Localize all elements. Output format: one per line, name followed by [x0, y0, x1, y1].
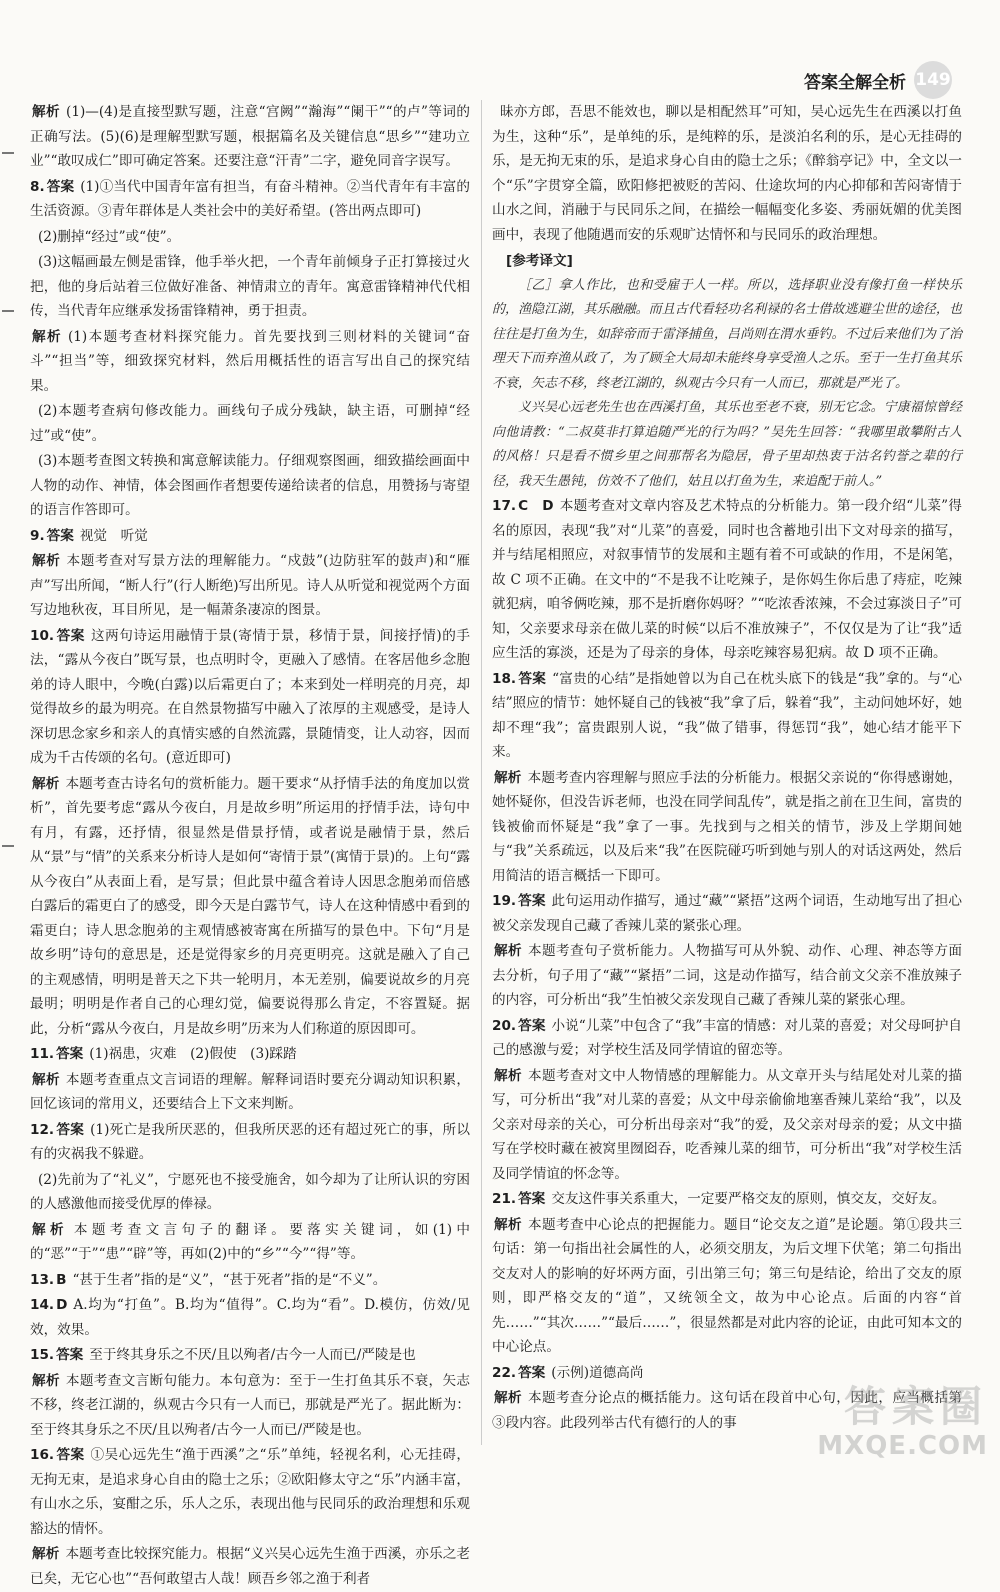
page-header — [804, 58, 952, 102]
answer-block — [30, 1168, 470, 1217]
answer-tag: 解析 — [32, 1546, 60, 1562]
answer-text: 视觉 听觉 — [79, 527, 148, 544]
answer-text: 昧亦方郎，吾思不能效也，聊以是相配然耳”可知，吴心远先生在西溪以打鱼为生，这种“乐”，是单纯的乐，是纯粹的乐，是淡泊名利的乐，是心无挂碍的乐，是无拘无束的乐，是追求身心自由的隐士之乐；《醉翁亭记》中，全文以一个“乐”字贯穿全篇，欧阳修把被贬的苦闷、仕途坎坷的内心抑郁和苦闷寄情于山水之间，消融于与民同乐之间，在描绘一幅幅变化多姿、秀丽妩媚的优美图画中，表现了他随遇而安的乐观旷达情怀和与民同乐的政治理想。 — [492, 104, 962, 243]
answer-tag: B — [56, 1271, 67, 1288]
answer-tag: 答案 — [56, 1046, 84, 1062]
answer-block — [492, 939, 962, 1013]
answer-text: 至于终其身乐之不厌/且以殉者/古今一人而已/严陵是也 — [89, 1347, 416, 1363]
answer-tag: 解析 — [494, 943, 523, 959]
answer-text: (3)本题考查图文转换和寓意解读能力。仔细观察图画，细致描绘画面中人物的动作、神情，体会图画作者想要传递给读者的信息，用赞扬与寄望的语言作答即可。 — [30, 453, 470, 518]
answer-text: (1)本题考查材料探究能力。首先要找到三则材料的关键词“奋斗”“担当”等，细致探究材料，然后用概括性的语言写出自己的探究结果。 — [30, 328, 470, 394]
answer-tag: 答案 — [46, 178, 75, 195]
answer-block — [30, 250, 470, 324]
answer-block — [492, 667, 962, 765]
answer-text: (2)本题考查病句修改能力。画线句子成分残缺，缺主语，可删掉“经过”或“使”。 — [30, 403, 470, 444]
answer-block — [30, 624, 470, 771]
answer-text: 交友这件事关系重大，一定要严格交友的原则，慎交友，交好友。 — [551, 1191, 946, 1207]
answer-tag: 解析 — [32, 104, 61, 120]
answer-tag: C D — [518, 498, 554, 514]
answer-text: A.均为“打鱼”。B.均为“值得”。C.均为“看”。D.模仿，仿效/见效，效果。 — [30, 1297, 470, 1338]
answer-text: 本题考查重点文言词语的理解。解释词语时要充分调动知识积累，回忆该词的常用义，还要结合上下文来判断。 — [30, 1071, 471, 1112]
column-divider — [481, 100, 482, 1445]
question-number: 18. — [492, 670, 517, 687]
answer-block — [30, 1118, 470, 1167]
answer-block — [492, 1014, 962, 1063]
answer-block — [492, 100, 962, 247]
reference-heading: [参考译文] — [506, 253, 573, 269]
answer-text: 本题考查中心论点的把握能力。题目“论交友之道”是论题。第①段共三句话：第一句指出社会属性的人，必须交朋友，为后文埋下伏笔；第二句指出交友对人的影响的好坏两方面，引出第三句；第三句是结论，给出了交友的原则，即严格交友的“道”，又统领全文，故为中心论点。后面的内容“首先……”“其次……”“最后……”，很显然都是对此内容的论证，由此可知本文的中心论点。 — [492, 1216, 962, 1355]
answer-text: 本题考查句子赏析能力。人物描写可从外貌、动作、心理、神态等方面去分析，句子用了“藏”“紧捂”二词，这是动作描写，结合前文父亲不准放辣子的内容，可分析出“我”生怕被父亲发现自己藏了香辣儿菜的紧张心理。 — [492, 943, 963, 1008]
answer-tag: 答案 — [46, 527, 74, 544]
answer-text: 本题考查对写景方法的理解能力。“戍鼓”(边防驻军的鼓声)和“雁声”写出所闻，“断人行”(行人断绝)写出所见。诗人从听觉和视觉两个方面写边地秋夜，耳目所见，是一幅萧条凄凉的图景。 — [30, 553, 470, 618]
answer-block — [492, 1187, 962, 1212]
answer-text: 本题考查比较探究能力。根据“义兴吴心远先生渔于西溪，亦乐之老已矣，无它心也”“吾何敢望古人哉！顾吾乡邻之渔于利者 — [30, 1546, 471, 1587]
answer-text: ①吴心远先生“渔于西溪”之“乐”单纯，轻视名利，心无挂碍，无拘无束，是追求身心自由的隐士之乐；②欧阳修太守之“乐”内涵丰富，有山水之乐，宴酣之乐，乐人之乐，表现出他与民同乐的政治理想和乐观豁达的情怀。 — [30, 1447, 470, 1537]
answer-text: 小说“儿菜”中包含了“我”丰富的情感：对儿菜的喜爱；对父母呵护自己的感激与爱；对学校生活及同学情谊的留恋等。 — [492, 1017, 962, 1058]
answer-tag: 解析 — [32, 1071, 60, 1088]
answer-tag: 答案 — [56, 1447, 85, 1463]
margin-mark — [2, 845, 14, 847]
answer-text: 本题考查分论点的概括能力。这句话在段首中心句，因此，应当概括第③段内容。此段列举古代有德行的人的事 — [492, 1390, 963, 1431]
answer-tag: 答案 — [56, 1347, 84, 1363]
answer-text: 本题考查文言断句能力。本句意为：至于一生打鱼其乐不衰，矢志不移，终老江湖的，纵观古今只有一人而已，那就是严光了。据此断为：至于终其身乐之不厌/且以殉者/古今一人而已/严陵是也。 — [30, 1372, 471, 1438]
answer-block — [30, 1369, 470, 1443]
question-number: 20. — [492, 1017, 517, 1034]
watermark-url: MXQE.COM — [817, 1431, 988, 1461]
answer-text: 本题考查内容理解与照应手法的分析能力。根据父亲说的“你得感谢她，她怀疑你，但没告诉老师，也没在同学间乱传”，就是指之前在卫生间，富贵的钱被偷而怀疑是“我”拿了一事。先找到与之相关的情节，涉及上学期间她与“我”关系疏远，以及后来“我”在医院碰巧听到她与别人的对话这两处，然后用简洁的语言概括一下即可。 — [492, 769, 963, 884]
answer-text: (示例)道德高尚 — [551, 1364, 644, 1381]
answer-text: 此句运用动作描写，通过“藏”“紧捂”这两个词语，生动地写出了担心被父亲发现自己藏了香辣儿菜的紧张心理。 — [492, 893, 963, 934]
answer-block — [30, 524, 470, 549]
answer-text: (2)删掉“经过”或“使”。 — [38, 228, 181, 245]
answer-block — [30, 325, 470, 399]
translation-paragraph: ［乙］拿人作比，也和受雇于人一样。所以，选择职业没有像打鱼一样快乐的，渔隐江湖，其乐融融。而且古代看轻功名利禄的名士借故逃避尘世的途径，也往往是打鱼为生，如辞帝而于雷泽捕鱼，吕尚则在渭水垂钓。不过后来他们为了治理天下而弃渔从政了，为了顾全大局却未能终身享受渔人之乐。至于一生打鱼其乐不衰，矢志不移，终老江湖的，纵观古今只有一人而已，那就是严光了。 — [492, 277, 962, 391]
question-number: 15. — [30, 1347, 55, 1363]
answer-tag: 解析 — [32, 328, 62, 345]
answer-text: 本题考查古诗名句的赏析能力。题干要求“从抒情手法的角度加以赏析”，首先要考虑“露从今夜白，月是故乡明”所运用的抒情手法，诗句中有月，有露，还抒情，很显然是借景抒情，或者说是融情于景，然后从“景”与“情”的关系来分析诗人是如何“寄情于景”(寓情于景)的。上句“露从今夜白”从表面上看，是写景；但此景中蕴含着诗人因思念胞弟而倍感白露后的霜更白了的感受，即今天是白露节气，诗人在这种情感中看到的霜更白；诗人思念胞弟的主观情感被寄寓在所描写的景色中。下句“月是故乡明”诗句的意思是，还是觉得家乡的月亮更明亮。这就是融入了自己的主观感情，明明是普天之下共一轮明月，本无差别，偏要说故乡的月亮最明；明明是作者自己的心理幻觉，偏要说得那么肯定，不容置疑。据此，分析“露从今夜白，月是故乡明”历来为人们称道的原因即可。 — [30, 775, 471, 1037]
answer-text: “甚于生者”指的是“义”，“甚于死者”指的是“不义”。 — [72, 1271, 387, 1288]
question-number: 22. — [492, 1364, 517, 1381]
margin-mark — [2, 310, 14, 312]
answer-block — [30, 1218, 470, 1267]
answer-text: (1)祸患，灾难 (2)假使 (3)踩踏 — [89, 1046, 297, 1062]
watermark-logo: 答案圈 — [843, 1382, 988, 1431]
answer-block — [30, 772, 470, 1042]
margin-mark — [2, 152, 14, 154]
answer-block — [30, 175, 470, 224]
answer-tag: 解析 — [494, 769, 522, 786]
answer-block — [30, 225, 470, 250]
answer-block — [492, 766, 962, 889]
answer-tag: 解析 — [32, 775, 60, 792]
answer-block — [30, 1443, 470, 1541]
answer-tag: 解析 — [494, 1390, 523, 1406]
header-title: 答案全解全析 — [804, 72, 906, 93]
answer-tag: 答案 — [518, 893, 546, 909]
question-number: 16. — [30, 1447, 55, 1463]
answer-block — [30, 449, 470, 523]
question-number: 11. — [30, 1046, 55, 1062]
answer-block — [30, 1542, 470, 1591]
answer-tag: 答案 — [518, 670, 547, 687]
answer-block — [492, 1213, 962, 1360]
answer-tag: 答案 — [518, 1364, 546, 1381]
question-number: 21. — [492, 1191, 517, 1207]
answer-text: (2)先前为了“礼义”，宁愿死也不接受施舍，如今却为了让所认识的穷困的人感激他而接受优厚的俸禄。 — [30, 1171, 470, 1212]
answer-text: “富贵的心结”是指她曾以为自己在枕头底下的钱是“我”拿的。与“心结”照应的情节：她怀疑自己的钱被“我”拿了后，躲着“我”，主动问她坏好，她却不理“我”；富贵跟别人说，“我”做了错事，得惩罚“我”，她心结才能平下来。 — [492, 670, 963, 760]
question-number: 10. — [30, 627, 55, 644]
answer-tag: 解析 — [32, 553, 61, 569]
right-column — [492, 100, 962, 1436]
answer-tag: 解析 — [32, 1221, 68, 1238]
answer-tag: 答案 — [56, 627, 85, 644]
answer-block — [30, 399, 470, 448]
answer-block — [492, 889, 962, 938]
answer-text: (3)这幅画最左侧是雷锋，他手举火把，一个青年前倾身子正打算接过火把，他的身后站着三位做好准备、神情肃立的青年。寓意雷锋精神代代相传，当代青年应继承发扬雷锋精神，勇于担责。 — [30, 254, 470, 319]
answer-text: 这两句诗运用融情于景(寄情于景，移情于景，间接抒情)的手法，“露从今夜白”既写景，也点明时令，更融入了感情。在客居他乡念胞弟的诗人眼中，今晚(白露)以后霜更白了；本来到处一样明亮的月亮，却觉得故乡的最为明亮。在自然景物描写中融入了浓厚的主观感受，是诗人深切思念家乡和亲人的真情实感的自然流露，景随情变，让人动容，因而成为千古传颂的名句。(意近即可) — [30, 627, 471, 766]
answer-text: 本题考查对文章内容及艺术特点的分析能力。第一段介绍“儿菜”得名的原因，表现“我”对“儿菜”的喜爱，同时也含蓄地引出下文对母亲的描写，并与结尾相照应，对叙事情节的发展和主题有着不可或缺的作用，不是闲笔，故 C 项不正确。在文中的“不是我不让吃辣子，是你妈生你后患了痔症，吃辣就犯病，咱爷俩吃辣，那不是折磨你妈呀？”“吃浓香浓辣，不会过寡淡日子”可知，父亲要求母亲在做儿菜的时候“以后不准放辣子”，不仅仅是为了让“我”适应生活的寡淡，还是为了母亲的身体，母亲吃辣容易犯病。故 D 项不正确。 — [492, 498, 962, 661]
answer-tag: 解析 — [32, 1372, 60, 1389]
question-number: 14. — [30, 1297, 55, 1313]
watermark — [817, 1383, 988, 1461]
answer-block — [492, 1064, 962, 1187]
translation-paragraph: 义兴吴心远老先生也在西溪打鱼，其乐也至老不衰，别无它念。宁康福惊曾经向他请教：“二叔莫非打算追随严光的行为吗？”吴先生回答：“我哪里敢攀附古人的风格！只是看不惯乡里之间那帮名为隐居，骨子里却热衷于沽名钓誉之辈的行径，我天生愚钝，仿效不了他们，姑且以打鱼为生，来追配于前人。” — [492, 400, 962, 489]
answer-block — [492, 494, 962, 666]
answer-block — [30, 1268, 470, 1293]
answer-tag: 答案 — [518, 1017, 546, 1034]
reference-translation — [492, 249, 962, 494]
answer-block — [30, 100, 470, 174]
answer-text: (1)—(4)是直接型默写题，注意“宫阙”“瀚海”“阑干”“的卢”等词的正确写法。(5)(6)是理解型默写题，根据篇名及关键信息“思乡”“建功立业”“敢叹成仁”即可确定答案。还要注意“汗青”二字，避免同音字误写。 — [30, 104, 471, 169]
question-number: 12. — [30, 1121, 55, 1138]
question-number: 13. — [30, 1271, 55, 1288]
answer-block — [30, 1343, 470, 1368]
answer-block — [30, 1068, 470, 1117]
answer-block — [30, 1293, 470, 1342]
question-number: 8. — [30, 178, 45, 195]
page-number: 149 — [914, 61, 952, 99]
answer-tag: 解析 — [494, 1067, 523, 1084]
question-number: 17. — [492, 498, 517, 514]
answer-text: (1)①当代中国青年富有担当，有奋斗精神。②当代青年有丰富的生活资源。③青年群体是人类社会中的美好希望。(答出两点即可) — [30, 178, 470, 219]
answer-tag: D — [56, 1297, 68, 1313]
answer-block — [30, 549, 470, 623]
answer-text: 本题考查对文中人物情感的理解能力。从文章开头与结尾处对儿菜的描写，可分析出“我”对儿菜的喜爱；从文中母亲偷偷地塞香辣儿菜给“我”，以及父亲对母亲的关心，可分析出母亲对“我”的爱，及父亲对母亲的爱；从文中描写在学校时藏在被窝里囫囵吞，吃香辣儿菜的细节，可分析出“我”对学校生活及同学情谊的怀念等。 — [492, 1067, 963, 1182]
answer-tag: 答案 — [518, 1191, 546, 1207]
answer-tag: 答案 — [56, 1121, 85, 1138]
left-column — [30, 100, 470, 1592]
answer-text: (1)死亡是我所厌恶的，但我所厌恶的还有超过死亡的事，所以有的灾祸我不躲避。 — [30, 1121, 471, 1162]
answer-text: 本题考查文言句子的翻译。要落实关键词，如(1)中的“恶”“于”“患”“辟”等，再如(2)中的“乡”“今”“得”等。 — [30, 1221, 470, 1262]
answer-tag: 解析 — [494, 1216, 522, 1233]
question-number: 9. — [30, 527, 45, 544]
answer-block — [30, 1042, 470, 1067]
question-number: 19. — [492, 893, 517, 909]
